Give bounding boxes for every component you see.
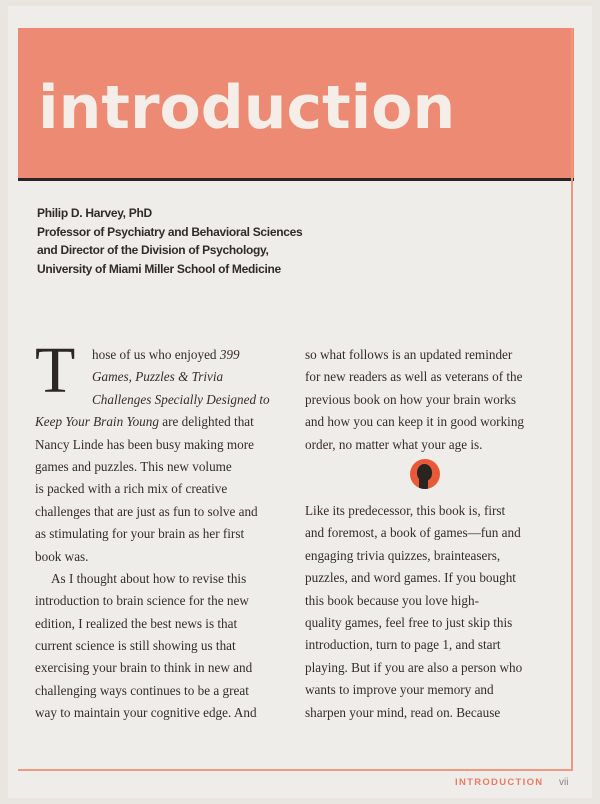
text-line: this book because you love high-	[305, 592, 479, 608]
chapter-banner	[18, 28, 574, 181]
page-frame-right-rule	[571, 28, 573, 770]
text-run: are delighted that	[158, 414, 254, 430]
text-line: is packed with a rich mix of creative	[35, 481, 228, 497]
text-line: As I thought about how to revise this	[51, 570, 247, 586]
text-line: previous book on how your brain works	[305, 391, 516, 407]
text-line: introduction to brain science for the new	[35, 593, 249, 609]
text-line: challenging ways continues to be a great	[35, 682, 249, 698]
text-line: engaging trivia quizzes, brainteasers,	[305, 547, 501, 563]
text-line	[35, 411, 285, 433]
page-number: vii	[559, 777, 569, 788]
text-line: for new readers as well as veterans of the	[305, 369, 523, 385]
text-line: introduction, turn to page 1, and start	[305, 637, 501, 653]
right-column-continued	[305, 500, 555, 724]
text-line: challenges that are just as fun to solve and	[35, 503, 258, 519]
book-title-line: Challenges Specially Designed to	[92, 391, 270, 407]
text-run: hose of us who enjoyed	[92, 347, 220, 362]
text-line: current science is still showing us that	[35, 638, 236, 654]
text-line: puzzles, and word games. If you bought	[305, 570, 516, 586]
text-line: Like its predecessor, this book is, first	[305, 503, 506, 518]
right-column	[305, 344, 555, 456]
text-line: exercising your brain to think in new and	[35, 660, 253, 676]
left-column	[35, 334, 285, 725]
text-line: playing. But if you are also a person who	[305, 659, 523, 675]
chapter-title: introduction	[38, 73, 456, 143]
author-affiliation-line: and Director of the Division of Psychology,	[37, 243, 269, 257]
author-affiliation-line: Professor of Psychiatry and Behavioral Sciences	[37, 224, 303, 239]
text-line: Nancy Linde has been busy making more	[35, 436, 254, 452]
text-line: games and puzzles. This new volume	[35, 458, 232, 474]
author-name: Philip D. Harvey, PhD	[37, 206, 152, 220]
author-block	[37, 204, 337, 278]
text-line: quality games, feel free to just skip this	[305, 614, 513, 630]
text-line: order, no matter what your age is.	[305, 436, 483, 452]
text-line: book was.	[35, 548, 89, 564]
text-line: sharpen your mind, read on. Because	[305, 704, 501, 720]
text-line: as stimulating for your brain as her first	[35, 526, 245, 542]
author-affiliation-line: University of Miami Miller School of Medicine	[37, 261, 281, 276]
text-line: edition, I realized the best news is that	[35, 615, 238, 631]
head-silhouette-icon	[410, 459, 440, 489]
text-line: and how you can keep it in good working	[305, 414, 525, 430]
text-line	[35, 344, 285, 366]
book-title-run: Keep Your Brain Young	[35, 414, 159, 430]
book-title-run: 399	[219, 347, 240, 362]
drop-cap: T	[35, 334, 76, 407]
text-line: way to maintain your cognitive edge. And	[35, 705, 257, 721]
running-footer-section: INTRODUCTION	[455, 777, 544, 788]
text-line: so what follows is an updated reminder	[305, 347, 513, 362]
text-line: wants to improve your memory and	[305, 682, 494, 698]
text-line: and foremost, a book of games—fun and	[305, 525, 521, 541]
page-frame-bottom-rule	[18, 769, 573, 771]
book-title-line: Games, Puzzles & Trivia	[92, 369, 224, 385]
